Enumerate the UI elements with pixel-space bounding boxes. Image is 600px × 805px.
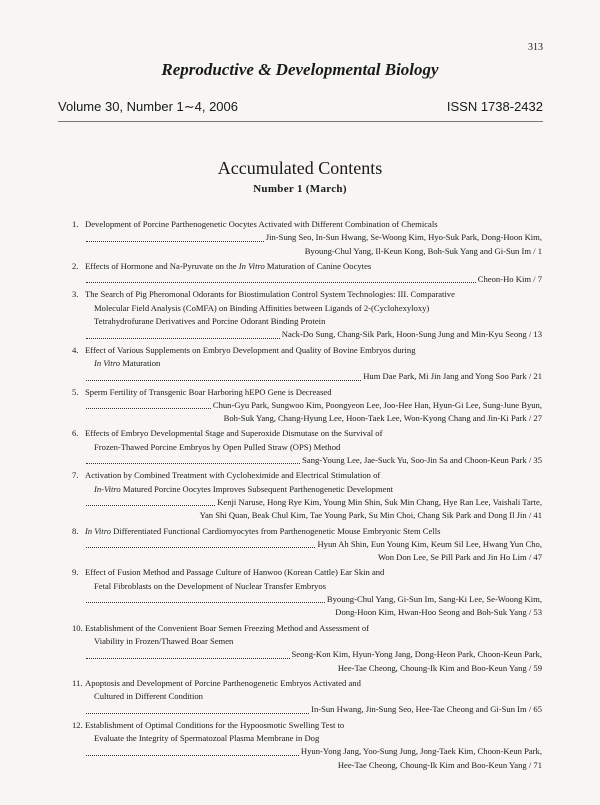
authors-text: Byoung-Chul Yang, Gi-Sun Im, Sang-Ki Lee, Se-Woong Kim, — [326, 594, 542, 605]
entry-title-line — [85, 218, 542, 231]
authors-text: Hee-Tae Cheong, Choung-Ik Kim and Boo-Keun Yang / 59 — [337, 662, 542, 673]
entry-title-line — [85, 344, 542, 357]
authors-text: In-Sun Hwang, Jin-Sung Seo, Hee-Tae Cheong and Gi-Sun Im / 65 — [311, 704, 542, 715]
title-segment: Establishment of Optimal Conditions for the Hypoosmotic Swelling Test to — [85, 719, 345, 730]
title-segment: Effects of Hormone and Na-Pyruvate on the — [85, 260, 239, 271]
title-segment: Matured Porcine Oocytes Improves Subsequent Parthenogenetic Development — [120, 483, 394, 494]
entry-title-line — [85, 441, 542, 454]
title-segment: The Search of Pig Pheromonal Odorants for Biostimulation Control System Technologies: III. Comparative — [85, 289, 455, 300]
entry-title-line — [85, 483, 542, 496]
entry-authors-line — [85, 509, 542, 522]
title-segment: In Vitro — [238, 260, 265, 271]
contents-entry — [72, 525, 542, 565]
entry-number: 10. — [72, 622, 83, 633]
entry-title-line — [85, 357, 542, 370]
leader-dots — [86, 547, 315, 548]
authors-text: Hee-Tae Cheong, Choung-Ik Kim and Boo-Keun Yang / 71 — [337, 759, 542, 770]
contents-entry — [72, 566, 542, 619]
contents-entry — [72, 344, 542, 384]
title-segment: Sperm Fertility of Transgenic Boar Harboring hEPO Gene is Decreased — [85, 386, 332, 397]
entry-authors-line — [85, 328, 542, 341]
entry-title-line — [85, 732, 542, 745]
entry-title-line — [85, 622, 542, 635]
title-segment: In Vitro — [85, 525, 112, 536]
authors-text: Chun-Gyu Park, Sungwoo Kim, Poongyeon Lee, Joo-Hee Han, Hyun-Gi Lee, Sung-June Byun, — [212, 399, 542, 410]
contents-entry — [72, 218, 542, 258]
leader-dots — [86, 338, 280, 339]
authors-text: Jin-Sung Seo, In-Sun Hwang, Se-Woong Kim, Hyo-Suk Park, Dong-Hoon Kim, — [265, 232, 542, 243]
leader-dots — [86, 380, 361, 381]
authors-text: Hum Dae Park, Mi Jin Jang and Yong Soo Park / 21 — [363, 371, 542, 382]
title-segment: Apoptosis and Development of Porcine Parthenogenetic Embryos Activated and — [85, 677, 361, 688]
authors-text: Nack-Do Sung, Chang-Sik Park, Hoon-Sung Jung and Min-Kyu Seong / 13 — [281, 329, 542, 340]
authors-text: Byoung-Chul Yang, Il-Keun Kong, Boh-Suk Yang and Gi-Sun Im / 1 — [304, 245, 542, 256]
header-rule — [58, 121, 543, 122]
entry-title-line — [85, 719, 542, 732]
entry-authors-line — [85, 273, 542, 286]
leader-dots — [86, 463, 300, 464]
title-segment: Evaluate the Integrity of Spermatozoal Plasma Membrane in Dog — [94, 732, 320, 743]
entry-title-line — [85, 260, 542, 273]
entry-title-line — [85, 690, 542, 703]
title-segment: Molecular Field Analysis (CoMFA) on Binding Affinities between Ligands of 2-(Cyclohexyloxy) — [94, 302, 430, 313]
title-segment: Effect of Various Supplements on Embryo Development and Quality of Bovine Embryos during — [85, 344, 416, 355]
entry-authors-line — [85, 759, 542, 772]
authors-text: Sang-Young Lee, Jae-Suck Yu, Soo-Jin Sa and Choon-Keun Park / 35 — [302, 455, 542, 466]
contents-entry — [72, 386, 542, 426]
contents-entry — [72, 719, 542, 772]
entry-number: 4. — [72, 344, 79, 355]
entry-authors-line — [85, 703, 542, 716]
contents-list — [72, 218, 542, 774]
entry-authors-line — [85, 370, 542, 383]
entry-number: 5. — [72, 386, 79, 397]
entry-title-line — [85, 525, 542, 538]
entry-title-line — [85, 302, 542, 315]
title-segment: Effects of Embryo Developmental Stage and Superoxide Dismutase on the Survival of — [85, 428, 383, 439]
entry-number: 1. — [72, 219, 79, 229]
contents-entry — [72, 469, 542, 522]
entry-number: 2. — [72, 260, 79, 271]
entry-authors-line — [85, 245, 542, 258]
entry-authors-line — [85, 399, 542, 412]
entry-authors-line — [85, 662, 542, 675]
title-segment: Tetrahydrofurane Derivatives and Porcine Odorant Binding Protein — [94, 316, 326, 327]
entry-number: 12. — [72, 719, 83, 730]
title-segment: Effect of Fusion Method and Passage Culture of Hanwoo (Korean Cattle) Ear Skin and — [85, 567, 385, 578]
title-segment: Differentiated Functional Cardiomyocytes from Parthenogenetic Mouse Embryonic Stem Cells — [111, 525, 441, 536]
entry-title-line — [85, 386, 542, 399]
entry-number: 3. — [72, 289, 79, 300]
entry-title-line — [85, 469, 542, 482]
leader-dots — [86, 241, 264, 242]
title-segment: In-Vitro — [94, 483, 121, 494]
entry-authors-line — [85, 538, 542, 551]
entry-title-line — [85, 566, 542, 579]
leader-dots — [86, 282, 476, 283]
authors-text: Hyun-Yong Jang, Yoo-Sung Jung, Jong-Taek Kim, Choon-Keun Park, — [300, 746, 542, 757]
entry-authors-line — [85, 231, 542, 244]
leader-dots — [86, 658, 290, 659]
entry-authors-line — [85, 496, 542, 509]
journal-title: Reproductive & Developmental Biology — [161, 60, 439, 79]
leader-dots — [86, 505, 215, 506]
entry-number: 7. — [72, 470, 79, 481]
authors-text: Won Don Lee, Se Pill Park and Jin Ho Lim / 47 — [377, 552, 542, 563]
authors-text: Boh-Suk Yang, Chang-Hyung Lee, Hoon-Taek Lee, Won-Kyong Chang and Jin-Ki Park / 27 — [223, 413, 542, 424]
entry-authors-line — [85, 593, 542, 606]
title-segment: Viability in Frozen/Thawed Boar Semen — [94, 635, 234, 646]
authors-text: Hyun Ah Shin, Eun Young Kim, Keum Sil Lee, Hwang Yun Cho, — [317, 538, 542, 549]
entry-number: 6. — [72, 428, 79, 439]
title-segment: Activation by Combined Treatment with Cycloheximide and Electrical Stimulation of — [85, 470, 381, 481]
leader-dots — [86, 713, 309, 714]
title-segment: In Vitro — [94, 357, 121, 368]
contents-heading: Accumulated Contents — [217, 158, 383, 178]
entry-authors-line — [85, 606, 542, 619]
authors-text: Cheon-Ho Kim / 7 — [477, 274, 542, 285]
entry-authors-line — [85, 648, 542, 661]
entry-authors-line — [85, 745, 542, 758]
entry-authors-line — [85, 412, 542, 425]
entry-title-line — [85, 315, 542, 328]
issn: ISSN 1738-2432 — [446, 99, 543, 114]
title-segment: Development of Porcine Parthenogenetic Oocytes Activated with Different Combination of Chemicals — [85, 219, 438, 229]
authors-text: Kenji Naruse, Hong Rye Kim, Young Min Shin, Suk Min Chang, Hye Ran Lee, Vaishali Tarte, — [217, 496, 542, 507]
contents-entry — [72, 427, 542, 467]
leader-dots — [86, 408, 211, 409]
contents-entry — [72, 677, 542, 717]
entry-authors-line — [85, 551, 542, 564]
title-segment: Maturation — [120, 357, 161, 368]
entry-number: 9. — [72, 567, 79, 578]
entry-title-line — [85, 288, 542, 301]
entry-title-line — [85, 635, 542, 648]
authors-text: Yan Shi Quan, Beak Chul Kim, Tae Young Park, Su Min Choi, Chang Sik Park and Dong Il Jin / 41 — [199, 510, 542, 521]
title-segment: Establishment of the Convenient Boar Semen Freezing Method and Assessment of — [85, 622, 370, 633]
contents-entry — [72, 260, 542, 287]
leader-dots — [86, 755, 299, 756]
entry-title-line — [85, 677, 542, 690]
entry-authors-line — [85, 454, 542, 467]
authors-text: Dong-Hoon Kim, Hwan-Hoo Seong and Boh-Suk Yang / 53 — [335, 607, 542, 618]
title-segment: Frozen-Thawed Porcine Embryos by Open Pulled Straw (OPS) Method — [94, 441, 341, 452]
issue-subheading: Number 1 (March) — [253, 183, 347, 195]
entry-title-line — [85, 427, 542, 440]
volume-info: Volume 30, Number 1∼4, 2006 — [58, 99, 239, 114]
entry-number: 11. — [72, 677, 83, 688]
authors-text: Seong-Kon Kim, Hyun-Yong Jang, Dong-Heon Park, Choon-Keun Park, — [291, 649, 542, 660]
page-number: 313 — [528, 42, 543, 53]
contents-entry — [72, 622, 542, 675]
entry-title-line — [85, 580, 542, 593]
title-segment: Maturation of Canine Oocytes — [264, 260, 372, 271]
title-segment: Cultured in Different Condition — [94, 691, 203, 702]
entry-number: 8. — [72, 525, 79, 536]
contents-entry — [72, 288, 542, 341]
leader-dots — [86, 602, 325, 603]
title-segment: Fetal Fibroblasts on the Development of Nuclear Transfer Embryos — [94, 580, 326, 591]
